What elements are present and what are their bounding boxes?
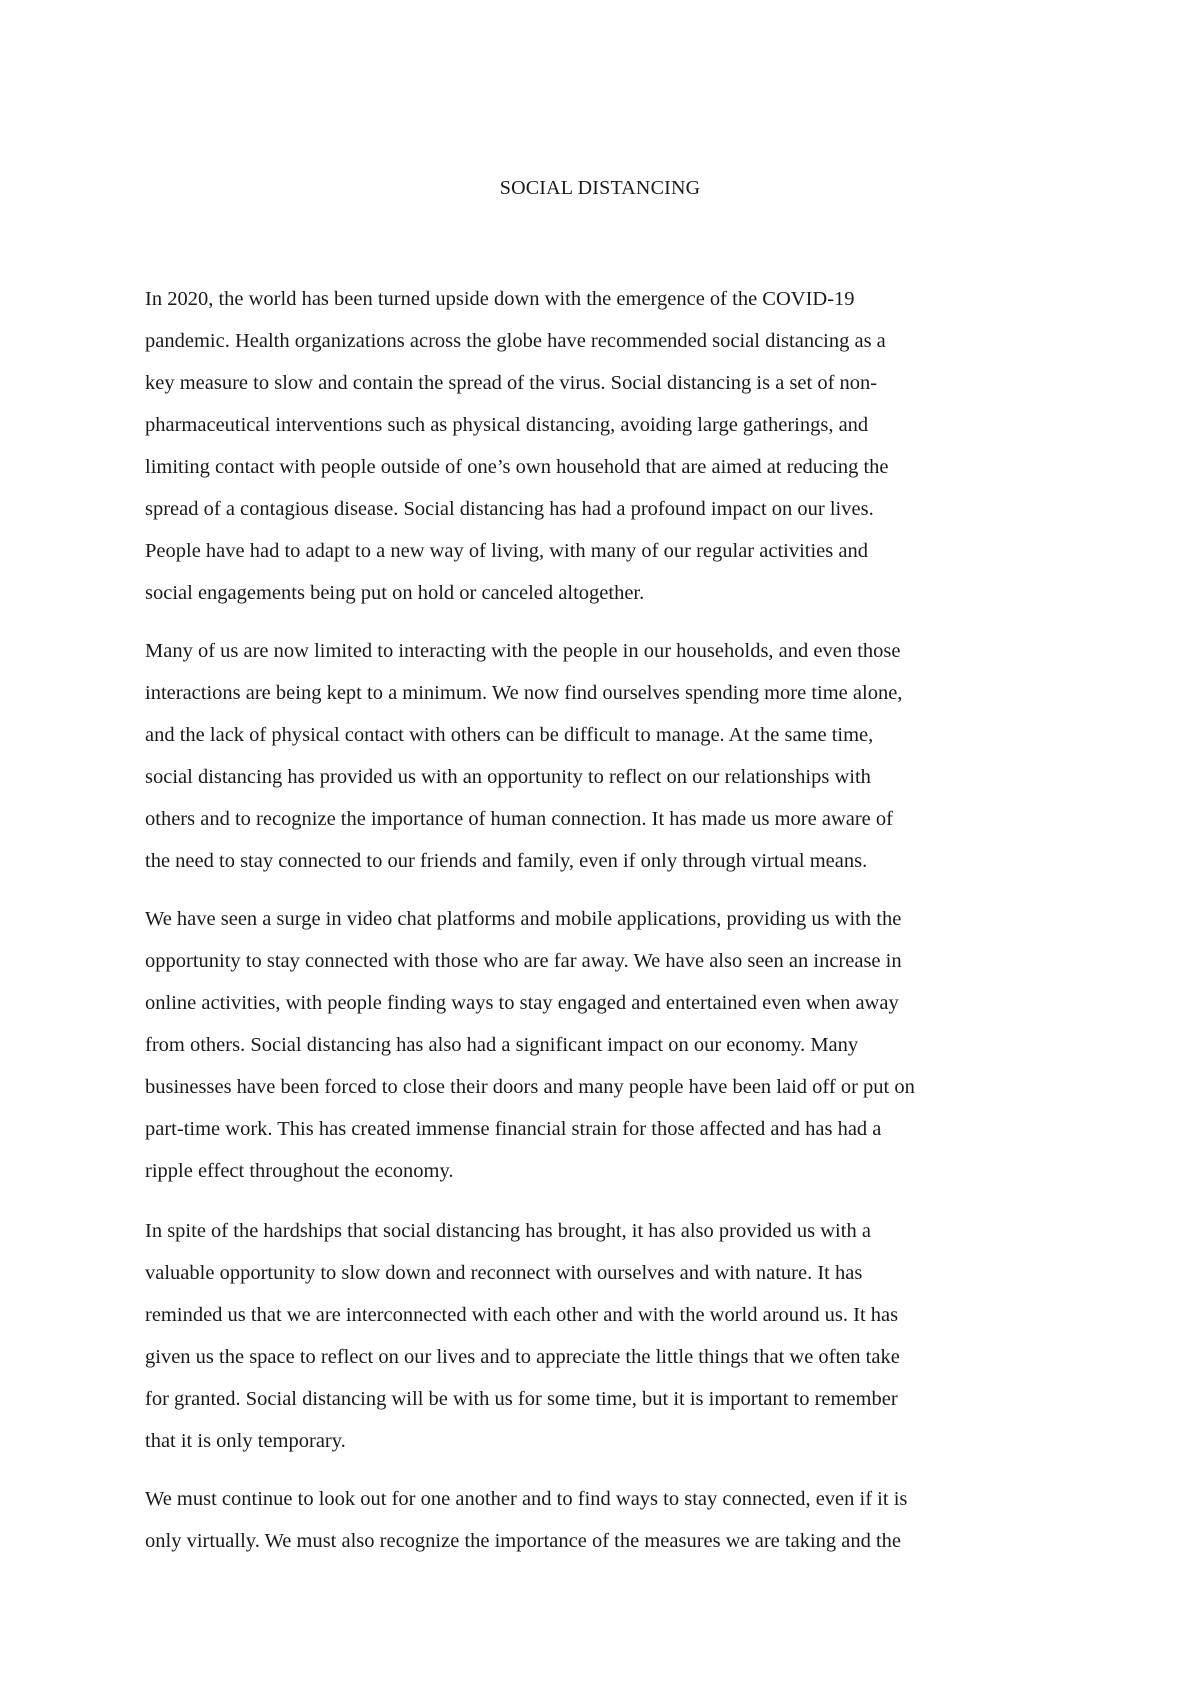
text-line: People have had to adapt to a new way of living, with many of our regular activities and — [145, 540, 868, 562]
text-line: reminded us that we are interconnected with each other and with the world around us. It has — [145, 1304, 899, 1326]
text-line: part-time work. This has created immense financial strain for those affected and has had a — [145, 1118, 882, 1140]
text-line: interactions are being kept to a minimum. We now find ourselves spending more time alone, — [145, 682, 903, 704]
text-line: for granted. Social distancing will be with us for some time, but it is important to remember — [145, 1388, 898, 1410]
text-line: limiting contact with people outside of one’s own household that are aimed at reducing the — [145, 456, 889, 478]
text-line: that it is only temporary. — [145, 1430, 346, 1452]
text-line: We must continue to look out for one another and to find ways to stay connected, even if it is — [145, 1488, 908, 1510]
text-line: online activities, with people finding ways to stay engaged and entertained even when away — [145, 992, 899, 1014]
text-line: only virtually. We must also recognize the importance of the measures we are taking and the — [145, 1530, 902, 1552]
text-line: given us the space to reflect on our lives and to appreciate the little things that we often take — [145, 1346, 900, 1368]
text-line: We have seen a surge in video chat platforms and mobile applications, providing us with the — [145, 908, 902, 930]
text-line: social distancing has provided us with an opportunity to reflect on our relationships with — [145, 766, 871, 788]
document-title: SOCIAL DISTANCING — [499, 177, 701, 199]
text-line: In spite of the hardships that social distancing has brought, it has also provided us with a — [145, 1220, 871, 1242]
text-line: Many of us are now limited to interacting with the people in our households, and even those — [145, 640, 901, 662]
text-line: businesses have been forced to close their doors and many people have been laid off or put on — [145, 1076, 915, 1098]
text-line: ripple effect throughout the economy. — [145, 1160, 454, 1182]
text-line: In 2020, the world has been turned upside down with the emergence of the COVID-19 — [145, 288, 855, 310]
text-line: spread of a contagious disease. Social distancing has had a profound impact on our lives. — [145, 498, 874, 520]
text-line: opportunity to stay connected with those who are far away. We have also seen an increase in — [145, 950, 902, 972]
text-line: pharmaceutical interventions such as physical distancing, avoiding large gatherings, and — [145, 414, 869, 436]
text-line: and the lack of physical contact with others can be difficult to manage. At the same time, — [145, 724, 874, 746]
text-line: others and to recognize the importance of human connection. It has made us more aware of — [145, 808, 893, 830]
text-line: social engagements being put on hold or canceled altogether. — [145, 582, 645, 604]
text-line: pandemic. Health organizations across the globe have recommended social distancing as a — [145, 330, 886, 352]
text-line: the need to stay connected to our friends and family, even if only through virtual means. — [145, 850, 868, 872]
text-line: from others. Social distancing has also had a significant impact on our economy. Many — [145, 1034, 859, 1056]
text-line: valuable opportunity to slow down and reconnect with ourselves and with nature. It has — [145, 1262, 863, 1284]
text-line: key measure to slow and contain the spread of the virus. Social distancing is a set of non- — [145, 372, 878, 394]
